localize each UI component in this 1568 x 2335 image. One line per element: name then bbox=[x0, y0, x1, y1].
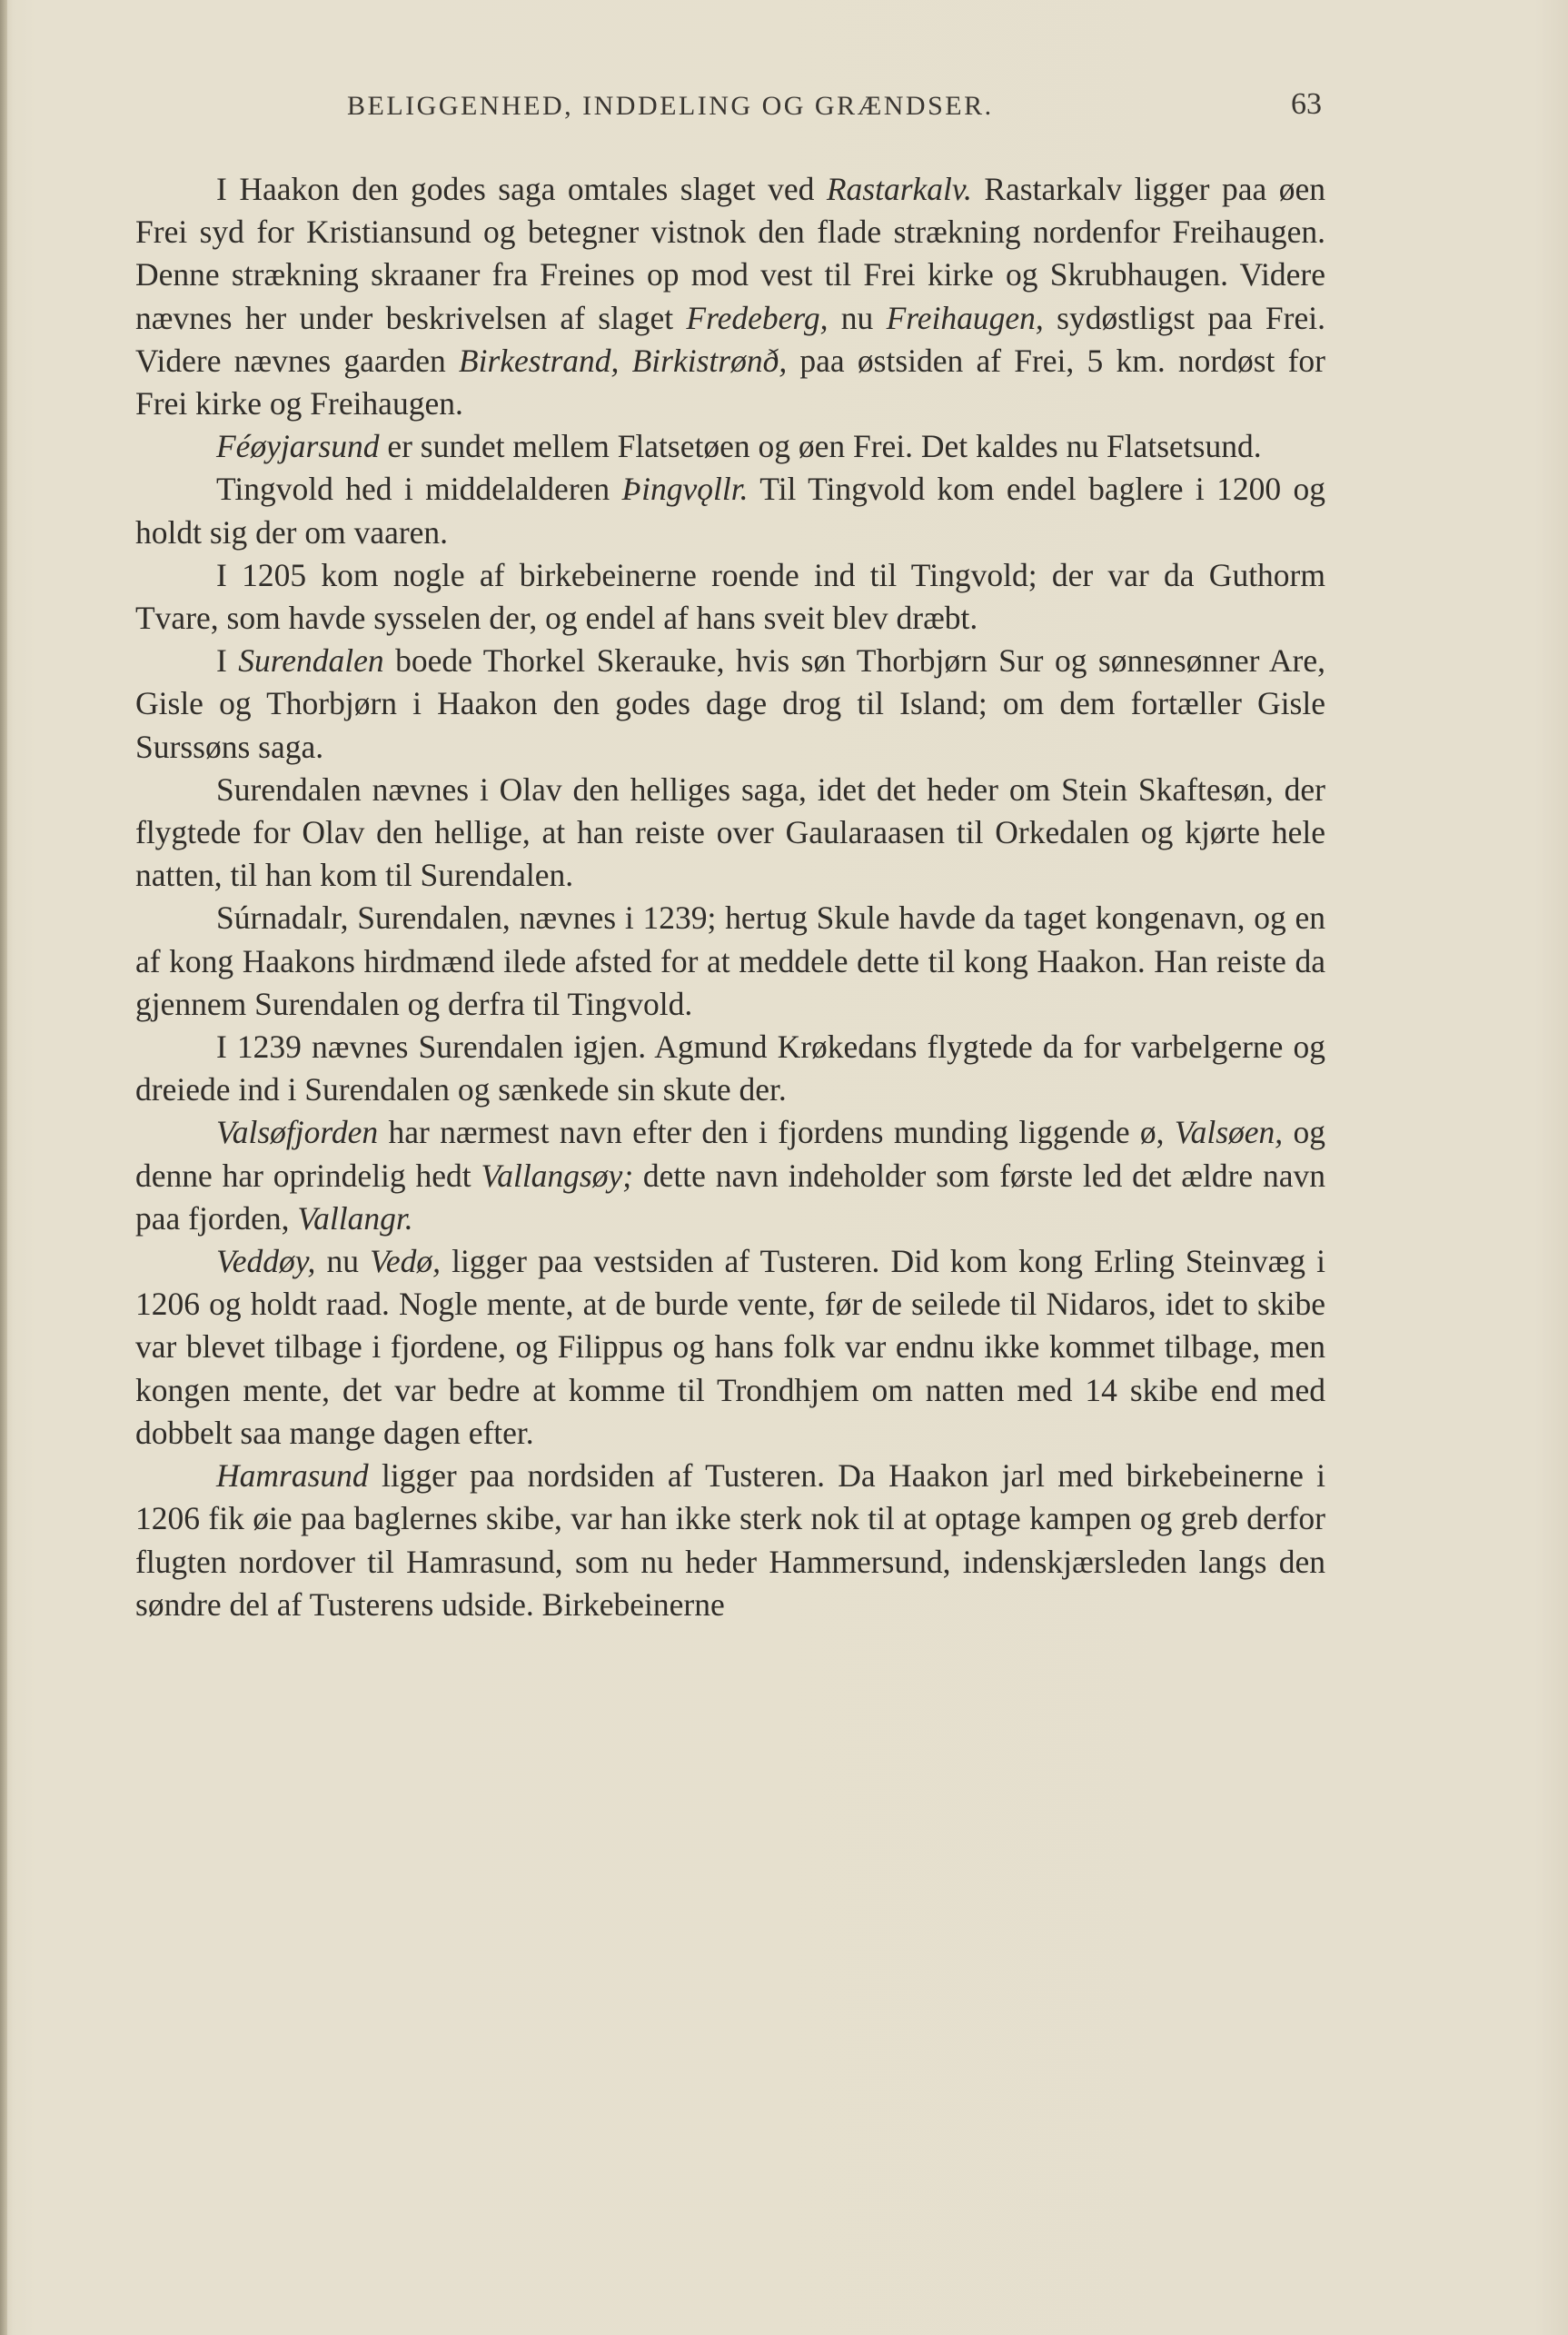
text-run: nu bbox=[315, 1243, 371, 1280]
text-run: Rastarkalv ligger paa øen Frei syd for Kristiansund og betegner vistnok den flade strækning nordenfor Freihaugen. Denne strækning skraaner fra Freines op mod vest til Frei kirke og Skrubhaugen. Videre nævnes her under beskrivelsen af slaget bbox=[135, 171, 1325, 336]
italic-text: Valsøen, bbox=[1174, 1114, 1284, 1151]
italic-text: Vallangr. bbox=[297, 1199, 413, 1237]
paragraph bbox=[135, 1026, 1325, 1111]
text-run: I bbox=[216, 642, 239, 680]
italic-text: Féøyjarsund bbox=[216, 428, 380, 465]
italic-text: Vallangsøy; bbox=[481, 1157, 634, 1194]
paragraph bbox=[135, 554, 1325, 640]
italic-text: Freihaugen, bbox=[886, 299, 1044, 336]
text-run: nu bbox=[828, 299, 887, 336]
paragraph bbox=[135, 1455, 1325, 1626]
text-run: Súrnadalr, Surendalen, nævnes i 1239; hertug Skule havde da taget kongenavn, og en af kong Haakons hirdmænd ilede afsted for at meddele dette til kong Haakon. Han reiste da gjennem Surendalen og derfra til Tingvold. bbox=[135, 899, 1325, 1022]
text-run: dette navn indeholder som første led det ældre navn paa fjorden, bbox=[135, 1157, 1325, 1237]
text-run: I 1239 nævnes Surendalen igjen. Agmund Krøkedans flygtede da for varbelgerne og dreiede ind i Surendalen og sænkede sin skute der. bbox=[135, 1028, 1325, 1108]
italic-text: Hamrasund bbox=[216, 1457, 369, 1495]
italic-text: Vedø, bbox=[370, 1243, 441, 1280]
paragraph bbox=[135, 640, 1325, 769]
text-run: og denne har oprindelig hedt bbox=[135, 1114, 1325, 1194]
italic-text: Surendalen bbox=[238, 642, 384, 680]
text-run: Surendalen nævnes i Olav den helliges saga, idet det heder om Stein Skaftesøn, der flygtede for Olav den hellige, at han reiste over Gaularaasen til Orkedalen og kjørte hele natten, til han kom til Surendalen. bbox=[135, 770, 1325, 894]
paragraph bbox=[135, 168, 1325, 425]
body-text bbox=[135, 168, 1325, 1626]
text-run: I Haakon den godes saga omtales slaget ved bbox=[216, 171, 827, 207]
italic-text: Birkestrand, Birkistrønð, bbox=[458, 342, 788, 379]
paragraph bbox=[135, 468, 1325, 553]
text-run: ligger paa nordsiden af Tusteren. Da Haakon jarl med birkebeinerne i 1206 fik øie paa baglernes skibe, var han ikke sterk nok til at optage kampen og greb derfor flugten nordover til Hamrasund, som nu heder Hammersund, indenskjærsleden langs den søndre del af Tusterens udside. Birkebeinerne bbox=[135, 1457, 1325, 1623]
text-run: har nærmest navn efter den i fjordens munding liggende ø, bbox=[378, 1114, 1175, 1151]
italic-text: Valsøfjorden bbox=[216, 1114, 379, 1151]
text-run: I 1205 kom nogle af birkebeinerne roende ind til Tingvold; der var da Guthorm Tvare, som havde sysselen der, og endel af hans sveit blev dræbt. bbox=[135, 556, 1325, 637]
text-run: Til Tingvold kom endel baglere i 1200 og holdt sig der om vaaren. bbox=[135, 471, 1325, 551]
text-run: sydøstligst paa Frei. Videre nævnes gaarden bbox=[135, 299, 1325, 379]
paragraph bbox=[135, 1111, 1325, 1240]
text-run: er sundet mellem Flatsetøen og øen Frei. Det kaldes nu Flatsetsund. bbox=[379, 428, 1262, 465]
page-number: 63 bbox=[1291, 87, 1322, 121]
italic-text: Fredeberg, bbox=[686, 299, 829, 336]
page-spine-shadow bbox=[0, 0, 7, 2335]
paragraph bbox=[135, 1240, 1325, 1455]
paragraph bbox=[135, 897, 1325, 1026]
text-run: ligger paa vestsiden af Tusteren. Did kom kong Erling Steinvæg i 1206 og holdt raad. Nogle mente, at de burde vente, før de seilede til Nidaros, idet to skibe var blevet tilbage i fjordene, og Filippus og hans folk var endnu ikke kommet tilbage, men kongen mente, det var bedre at komme til Trondhjem om natten med 14 skibe end med dobbelt saa mange dagen efter. bbox=[135, 1243, 1326, 1451]
header-title: BELIGGENHED, INDDELING OG GRÆNDSER. bbox=[347, 91, 994, 121]
italic-text: Þingvǫllr. bbox=[621, 471, 749, 508]
paragraph bbox=[135, 425, 1325, 468]
paragraph bbox=[135, 769, 1325, 898]
italic-text: Veddøy, bbox=[216, 1243, 316, 1280]
text-run: boede Thorkel Skerauke, hvis søn Thorbjørn Sur og sønnesønner Are, Gisle og Thorbjørn i Haakon den godes dage drog til Island; om dem fortæller Gisle Surssøns saga. bbox=[135, 642, 1325, 765]
italic-text: Rastarkalv. bbox=[826, 171, 972, 207]
text-run: Tingvold hed i middelalderen bbox=[216, 471, 622, 508]
text-run: paa østsiden af Frei, 5 km. nordøst for Frei kirke og Freihaugen. bbox=[135, 342, 1325, 422]
